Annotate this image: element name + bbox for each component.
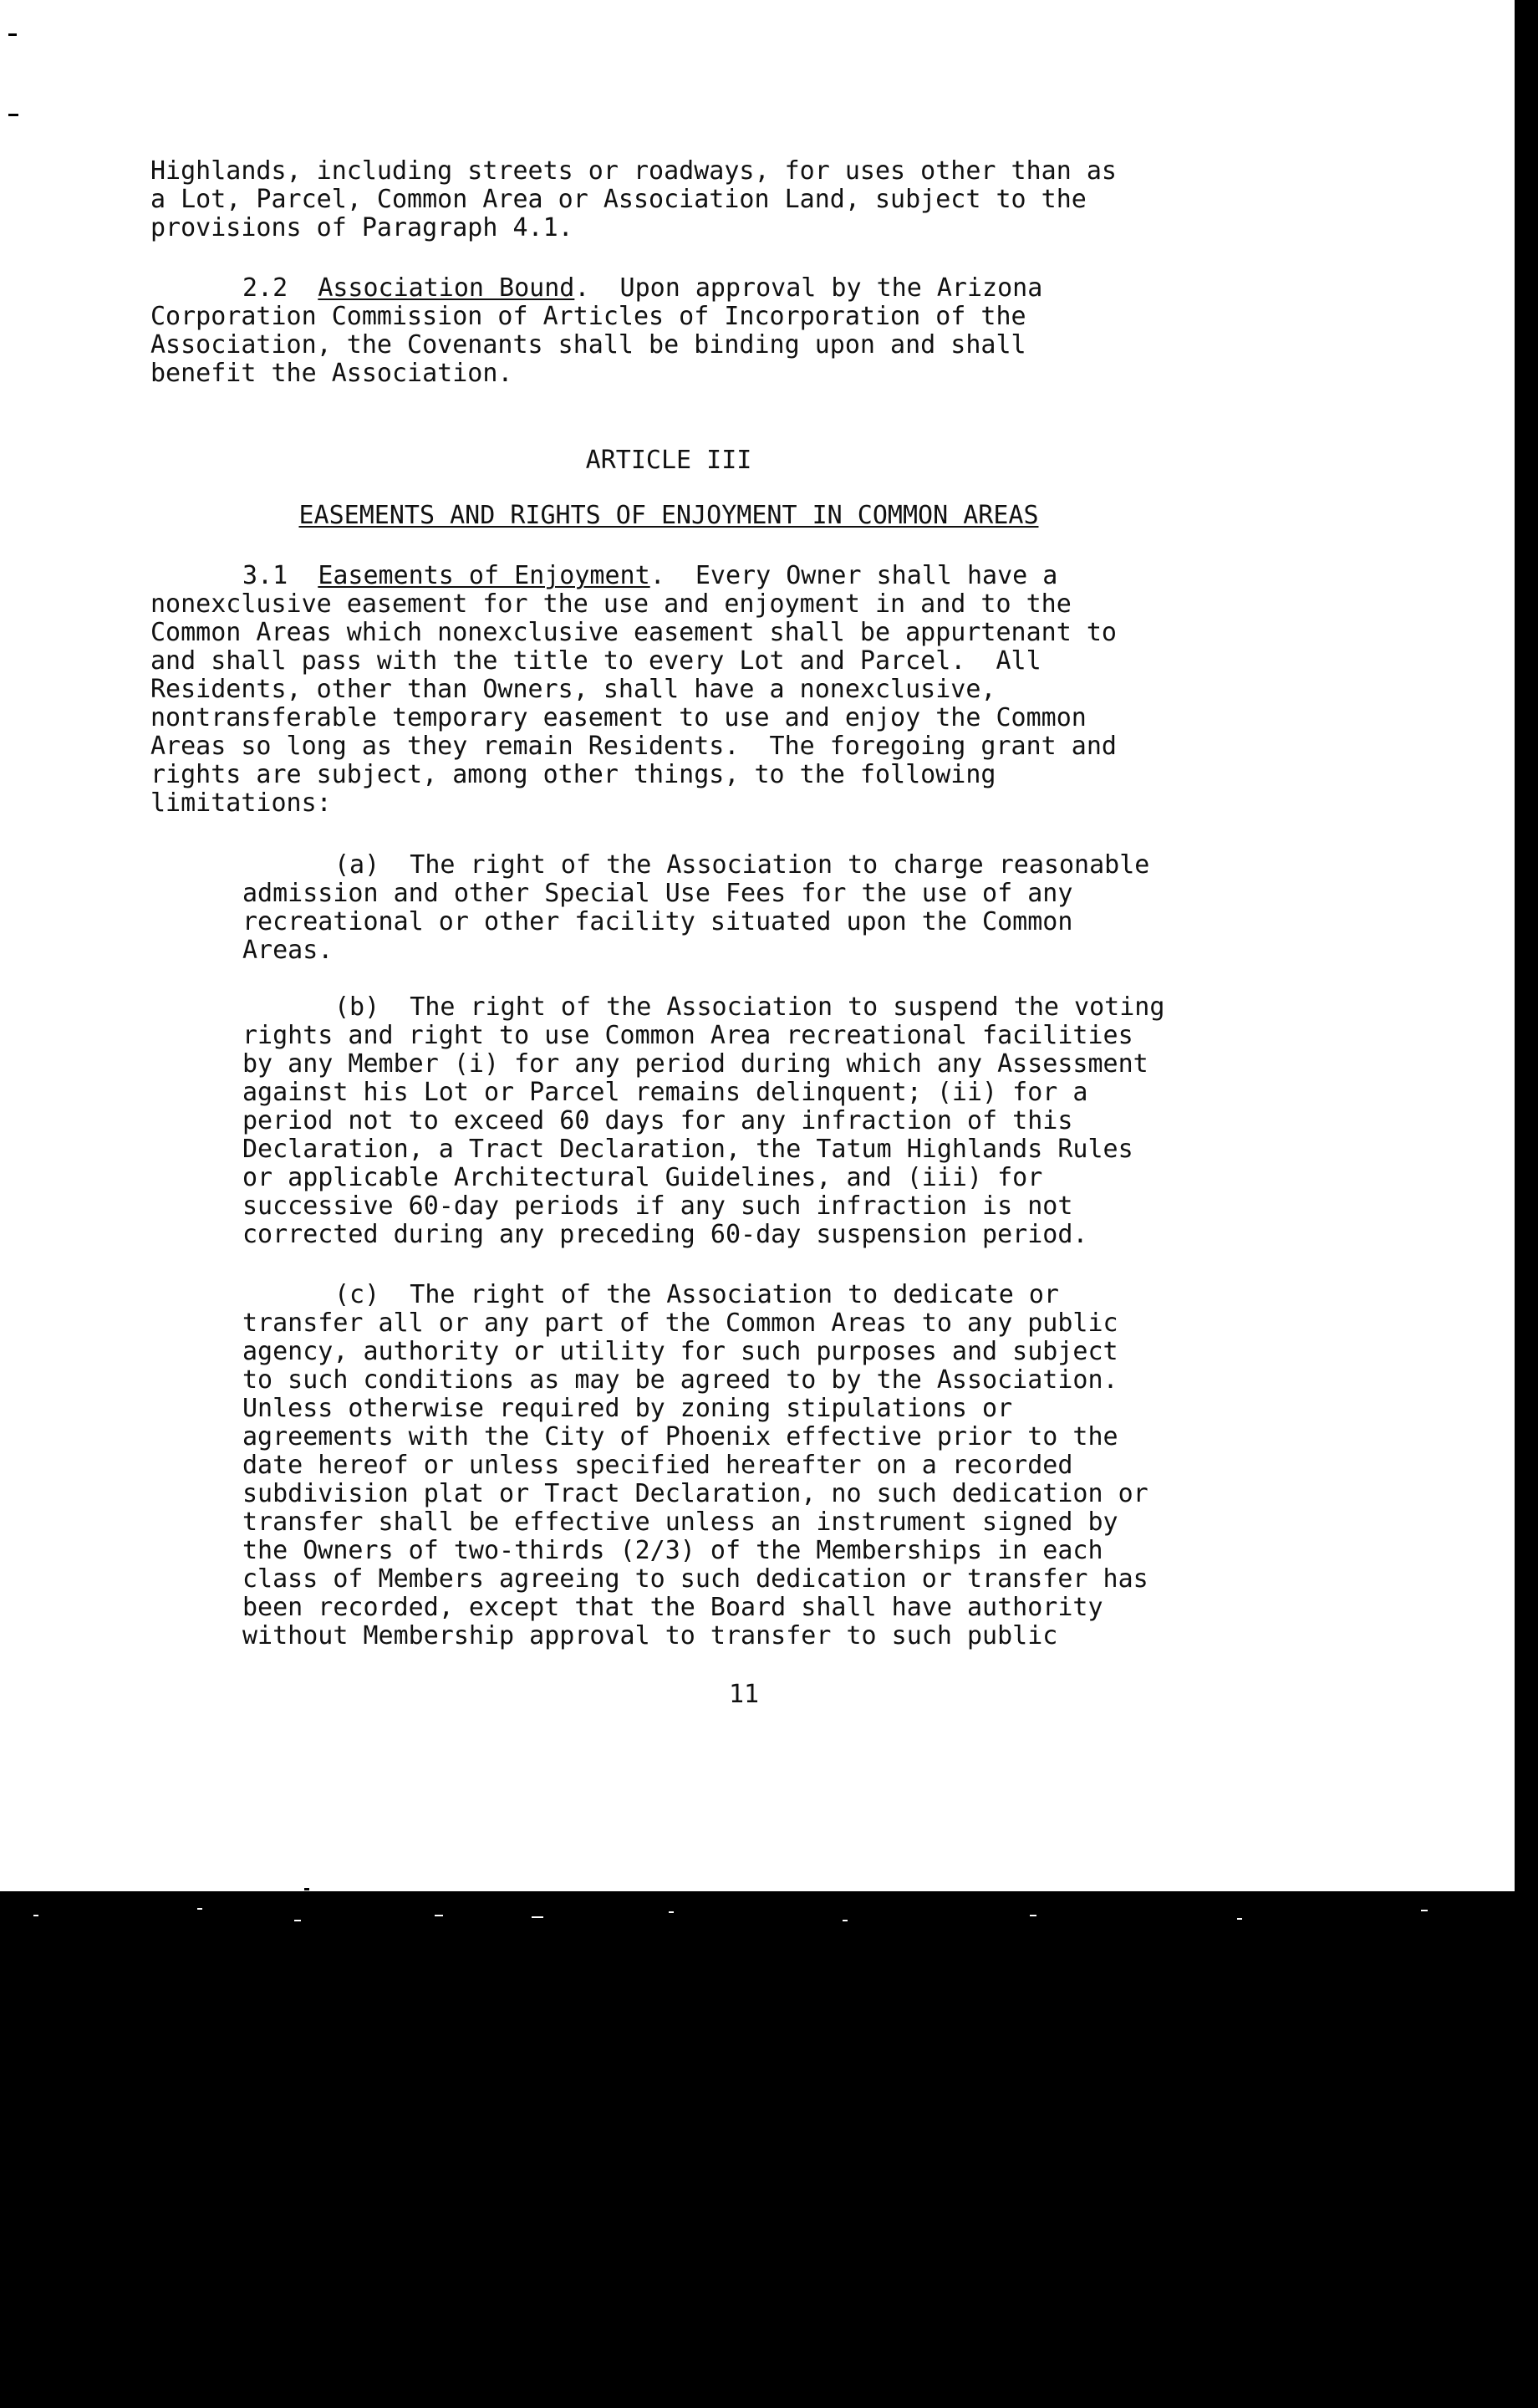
- section-3-1-line-5: Residents, other than Owners, shall have a nonexclusive,: [150, 675, 996, 704]
- page-number: 11: [728, 1680, 760, 1709]
- item-b-line-7: or applicable Architectural Guidelines, and (iii) for: [242, 1163, 1043, 1192]
- scan-noise: [197, 1908, 202, 1910]
- intro-line-3: provisions of Paragraph 4.1.: [150, 213, 573, 242]
- item-a-line-4: Areas.: [242, 936, 334, 965]
- item-b-line-8: successive 60-day periods if any such infraction is not: [242, 1191, 1073, 1221]
- section-3-1-first-line: [242, 562, 1057, 590]
- scan-dark-area: [0, 1891, 1538, 2408]
- item-c-line-8: subdivision plat or Tract Declaration, no such dedication or: [242, 1479, 1148, 1508]
- item-c-line-6: agreements with the City of Phoenix effective prior to the: [242, 1422, 1118, 1451]
- section-2-2-number: 2.2: [242, 273, 288, 303]
- item-c-line-3: agency, authority or utility for such purposes and subject: [242, 1337, 1118, 1366]
- scan-noise: [532, 1916, 543, 1918]
- item-a-line-3: recreational or other facility situated upon the Common: [242, 907, 1073, 936]
- section-3-1-line-8: rights are subject, among other things, to the following: [150, 760, 996, 789]
- scan-noise: [1421, 1910, 1428, 1911]
- scan-noise: [294, 1920, 301, 1921]
- section-2-2-first-line: [242, 274, 1042, 303]
- section-3-1-line-6: nontransferable temporary easement to use and enjoy the Common: [150, 703, 1087, 732]
- article-subheading: EASEMENTS AND RIGHTS OF ENJOYMENT IN COMMON AREAS: [298, 501, 1039, 530]
- scan-speck: [304, 1888, 309, 1890]
- item-b-line-3: by any Member (i) for any period during which any Assessment: [242, 1049, 1148, 1079]
- scan-noise: [1237, 1918, 1242, 1920]
- item-c-line-5: Unless otherwise required by zoning stipulations or: [242, 1394, 1013, 1423]
- item-b-line-5: period not to exceed 60 days for any infraction of this: [242, 1106, 1073, 1135]
- scan-noise: [843, 1920, 848, 1921]
- article-heading: ARTICLE III: [585, 446, 752, 475]
- item-c-line-12: been recorded, except that the Board shall have authority: [242, 1593, 1103, 1622]
- section-2-2-line-3: Association, the Covenants shall be binding upon and shall: [150, 330, 1026, 360]
- section-2-2-title: Association Bound: [318, 273, 575, 303]
- item-b-line-4: against his Lot or Parcel remains delinquent; (ii) for a: [242, 1078, 1088, 1107]
- intro-line-1: Highlands, including streets or roadways, for uses other than as: [150, 156, 1117, 186]
- intro-line-2: a Lot, Parcel, Common Area or Association Land, subject to the: [150, 185, 1087, 214]
- section-3-1-line-2: nonexclusive easement for the use and enjoyment in and to the: [150, 589, 1072, 619]
- section-3-1-number: 3.1: [242, 561, 288, 590]
- section-3-1-first-line-rest: . Every Owner shall have a: [649, 561, 1058, 590]
- scan-speck: [8, 33, 17, 36]
- item-c-line-1: (c) The right of the Association to dedicate or: [334, 1280, 1059, 1309]
- item-a-line-1: (a) The right of the Association to charge reasonable: [334, 850, 1150, 880]
- item-c-line-4: to such conditions as may be agreed to by the Association.: [242, 1365, 1118, 1395]
- section-3-1-line-4: and shall pass with the title to every Lot and Parcel. All: [150, 646, 1041, 676]
- section-2-2-first-line-rest: . Upon approval by the Arizona: [574, 273, 1043, 303]
- section-2-2-line-2: Corporation Commission of Articles of Incorporation of the: [150, 302, 1026, 331]
- item-c-line-2: transfer all or any part of the Common Areas to any public: [242, 1309, 1118, 1338]
- item-b-line-2: rights and right to use Common Area recreational facilities: [242, 1021, 1133, 1050]
- item-b-line-1: (b) The right of the Association to suspend the voting: [334, 992, 1165, 1022]
- scan-noise: [435, 1915, 443, 1916]
- scan-speck: [8, 114, 18, 116]
- item-c-line-10: the Owners of two-thirds (2/3) of the Memberships in each: [242, 1536, 1103, 1565]
- section-3-1-title: Easements of Enjoyment: [318, 561, 650, 590]
- item-c-line-9: transfer shall be effective unless an instrument signed by: [242, 1508, 1118, 1537]
- item-c-line-11: class of Members agreeing to such dedication or transfer has: [242, 1564, 1148, 1594]
- scan-noise: [1030, 1915, 1036, 1916]
- scan-edge-strip: [1515, 0, 1538, 1891]
- section-3-1-line-3: Common Areas which nonexclusive easement shall be appurtenant to: [150, 618, 1117, 647]
- item-b-line-9: corrected during any preceding 60-day suspension period.: [242, 1220, 1088, 1249]
- section-2-2-line-4: benefit the Association.: [150, 359, 513, 388]
- section-3-1-line-9: limitations:: [150, 788, 332, 818]
- section-3-1-line-7: Areas so long as they remain Residents. The foregoing grant and: [150, 732, 1117, 761]
- item-c-line-7: date hereof or unless specified hereafter on a recorded: [242, 1451, 1073, 1480]
- scan-noise: [669, 1911, 674, 1913]
- scan-noise: [33, 1915, 38, 1916]
- item-c-line-13: without Membership approval to transfer to such public: [242, 1621, 1058, 1650]
- item-b-line-6: Declaration, a Tract Declaration, the Tatum Highlands Rules: [242, 1135, 1133, 1164]
- item-a-line-2: admission and other Special Use Fees for the use of any: [242, 879, 1073, 908]
